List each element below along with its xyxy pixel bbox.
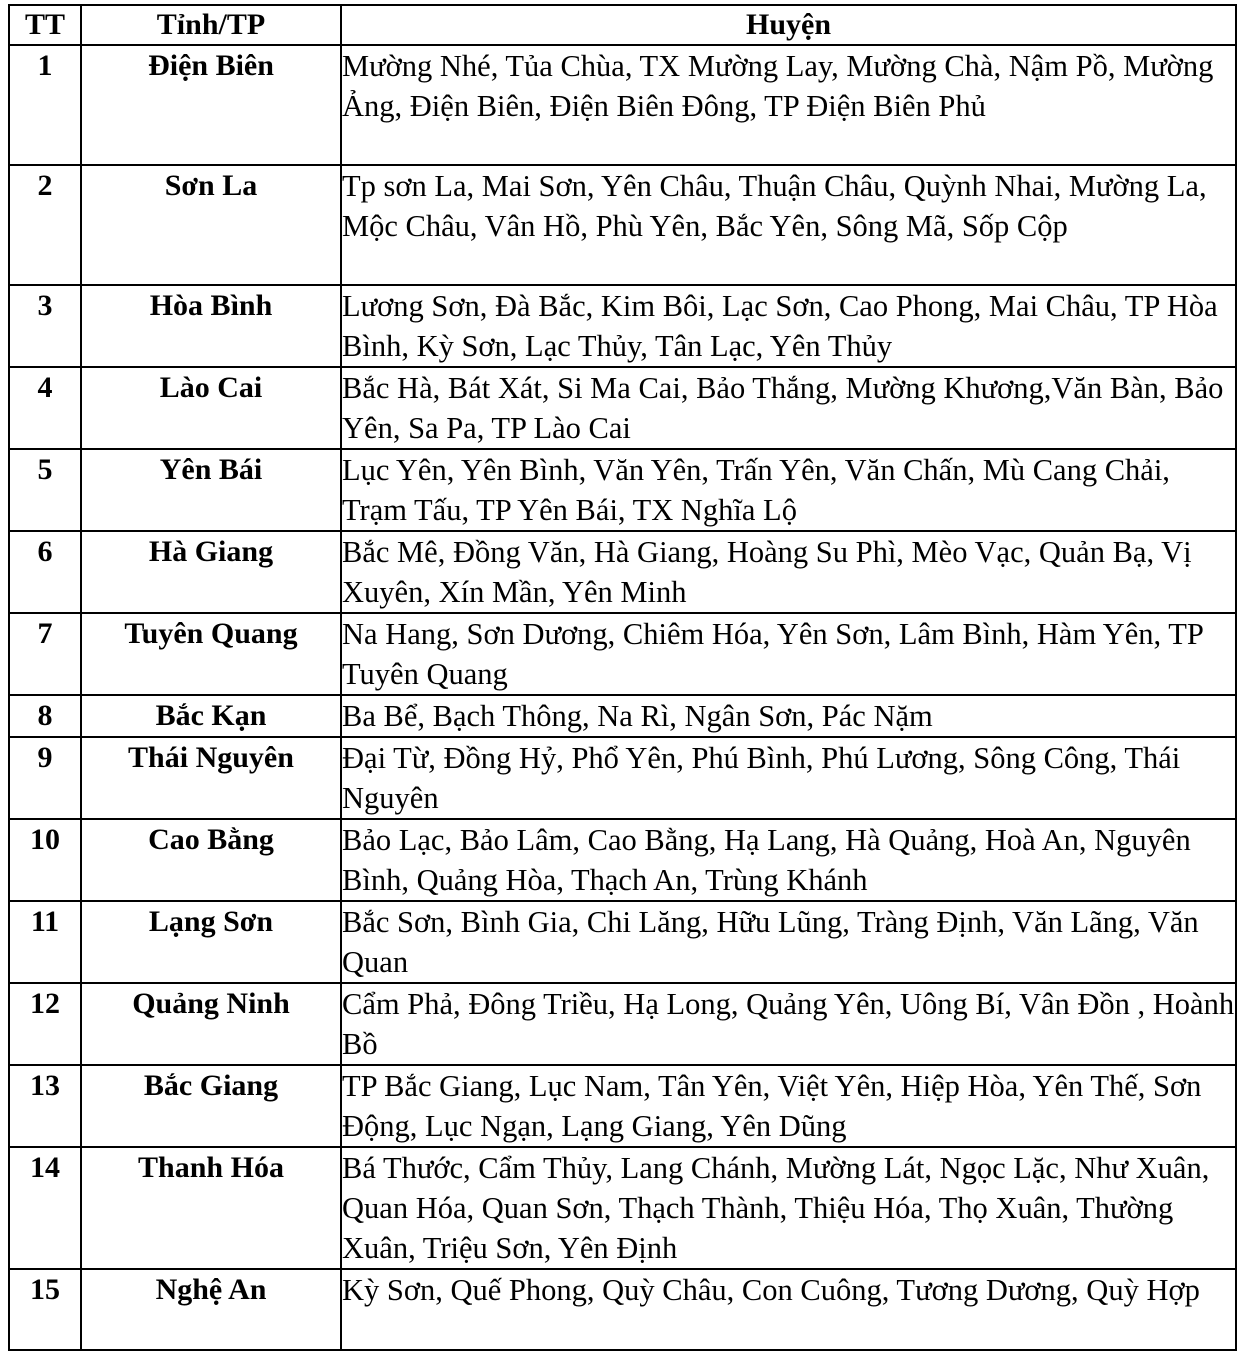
row-number: 14 (9, 1147, 81, 1269)
district-list: Bắc Hà, Bát Xát, Si Ma Cai, Bảo Thắng, Mường Khương,Văn Bàn, Bảo Yên, Sa Pa, TP Lào Cai (341, 367, 1236, 449)
province-name: Bắc Giang (81, 1065, 341, 1147)
district-list: TP Bắc Giang, Lục Nam, Tân Yên, Việt Yên, Hiệp Hòa, Yên Thế, Sơn Động, Lục Ngạn, Lạng Giang, Yên Dũng (341, 1065, 1236, 1147)
district-list: Cẩm Phả, Đông Triều, Hạ Long, Quảng Yên, Uông Bí, Vân Đồn , Hoành Bồ (341, 983, 1236, 1065)
row-number: 5 (9, 449, 81, 531)
row-number: 11 (9, 901, 81, 983)
table-row (9, 819, 1236, 901)
district-list: Bảo Lạc, Bảo Lâm, Cao Bằng, Hạ Lang, Hà Quảng, Hoà An, Nguyên Bình, Quảng Hòa, Thạch An, Trùng Khánh (341, 819, 1236, 901)
province-name: Tuyên Quang (81, 613, 341, 695)
province-name: Yên Bái (81, 449, 341, 531)
province-name: Thái Nguyên (81, 737, 341, 819)
district-list: Mường Nhé, Tủa Chùa, TX Mường Lay, Mường Chà, Nậm Pồ, Mường Ảng, Điện Biên, Điện Biên Đông, TP Điện Biên Phủ (341, 45, 1236, 165)
table-row (9, 983, 1236, 1065)
row-number: 12 (9, 983, 81, 1065)
province-name: Điện Biên (81, 45, 341, 165)
table-row (9, 367, 1236, 449)
province-name: Sơn La (81, 165, 341, 285)
district-list: Lục Yên, Yên Bình, Văn Yên, Trấn Yên, Văn Chấn, Mù Cang Chải, Trạm Tấu, TP Yên Bái, TX Nghĩa Lộ (341, 449, 1236, 531)
district-list: Bắc Sơn, Bình Gia, Chi Lăng, Hữu Lũng, Tràng Định, Văn Lãng, Văn Quan (341, 901, 1236, 983)
table-row (9, 1147, 1236, 1269)
table-row (9, 449, 1236, 531)
row-number: 2 (9, 165, 81, 285)
district-list: Kỳ Sơn, Quế Phong, Quỳ Châu, Con Cuông, Tương Dương, Quỳ Hợp (341, 1269, 1236, 1350)
table-row (9, 737, 1236, 819)
table-row (9, 613, 1236, 695)
district-list: Đại Từ, Đồng Hỷ, Phổ Yên, Phú Bình, Phú Lương, Sông Công, Thái Nguyên (341, 737, 1236, 819)
header-row (9, 5, 1236, 45)
district-list: Bắc Mê, Đồng Văn, Hà Giang, Hoàng Su Phì, Mèo Vạc, Quản Bạ, Vị Xuyên, Xín Mần, Yên Minh (341, 531, 1236, 613)
row-number: 6 (9, 531, 81, 613)
district-list: Ba Bể, Bạch Thông, Na Rì, Ngân Sơn, Pác Nặm (341, 695, 1236, 737)
province-name: Thanh Hóa (81, 1147, 341, 1269)
table-row (9, 1269, 1236, 1350)
header-district: Huyện (341, 5, 1236, 45)
row-number: 13 (9, 1065, 81, 1147)
row-number: 9 (9, 737, 81, 819)
province-name: Quảng Ninh (81, 983, 341, 1065)
row-number: 3 (9, 285, 81, 367)
table-row (9, 901, 1236, 983)
province-name: Nghệ An (81, 1269, 341, 1350)
province-name: Cao Bằng (81, 819, 341, 901)
province-name: Hà Giang (81, 531, 341, 613)
row-number: 1 (9, 45, 81, 165)
province-name: Lào Cai (81, 367, 341, 449)
province-name: Bắc Kạn (81, 695, 341, 737)
row-number: 4 (9, 367, 81, 449)
province-name: Hòa Bình (81, 285, 341, 367)
table-row (9, 531, 1236, 613)
district-list: Na Hang, Sơn Dương, Chiêm Hóa, Yên Sơn, Lâm Bình, Hàm Yên, TP Tuyên Quang (341, 613, 1236, 695)
district-list: Tp sơn La, Mai Sơn, Yên Châu, Thuận Châu, Quỳnh Nhai, Mường La, Mộc Châu, Vân Hồ, Phù Yên, Bắc Yên, Sông Mã, Sốp Cộp (341, 165, 1236, 285)
row-number: 8 (9, 695, 81, 737)
table-row (9, 285, 1236, 367)
table-row (9, 1065, 1236, 1147)
district-list: Lương Sơn, Đà Bắc, Kim Bôi, Lạc Sơn, Cao Phong, Mai Châu, TP Hòa Bình, Kỳ Sơn, Lạc Thủy, Tân Lạc, Yên Thủy (341, 285, 1236, 367)
table-row (9, 45, 1236, 165)
table-row (9, 165, 1236, 285)
province-name: Lạng Sơn (81, 901, 341, 983)
district-table (8, 4, 1237, 1351)
row-number: 10 (9, 819, 81, 901)
row-number: 7 (9, 613, 81, 695)
header-province: Tỉnh/TP (81, 5, 341, 45)
header-tt: TT (9, 5, 81, 45)
district-list: Bá Thước, Cẩm Thủy, Lang Chánh, Mường Lát, Ngọc Lặc, Như Xuân, Quan Hóa, Quan Sơn, Thạch Thành, Thiệu Hóa, Thọ Xuân, Thường Xuân, Triệu Sơn, Yên Định (341, 1147, 1236, 1269)
table-row (9, 695, 1236, 737)
row-number: 15 (9, 1269, 81, 1350)
